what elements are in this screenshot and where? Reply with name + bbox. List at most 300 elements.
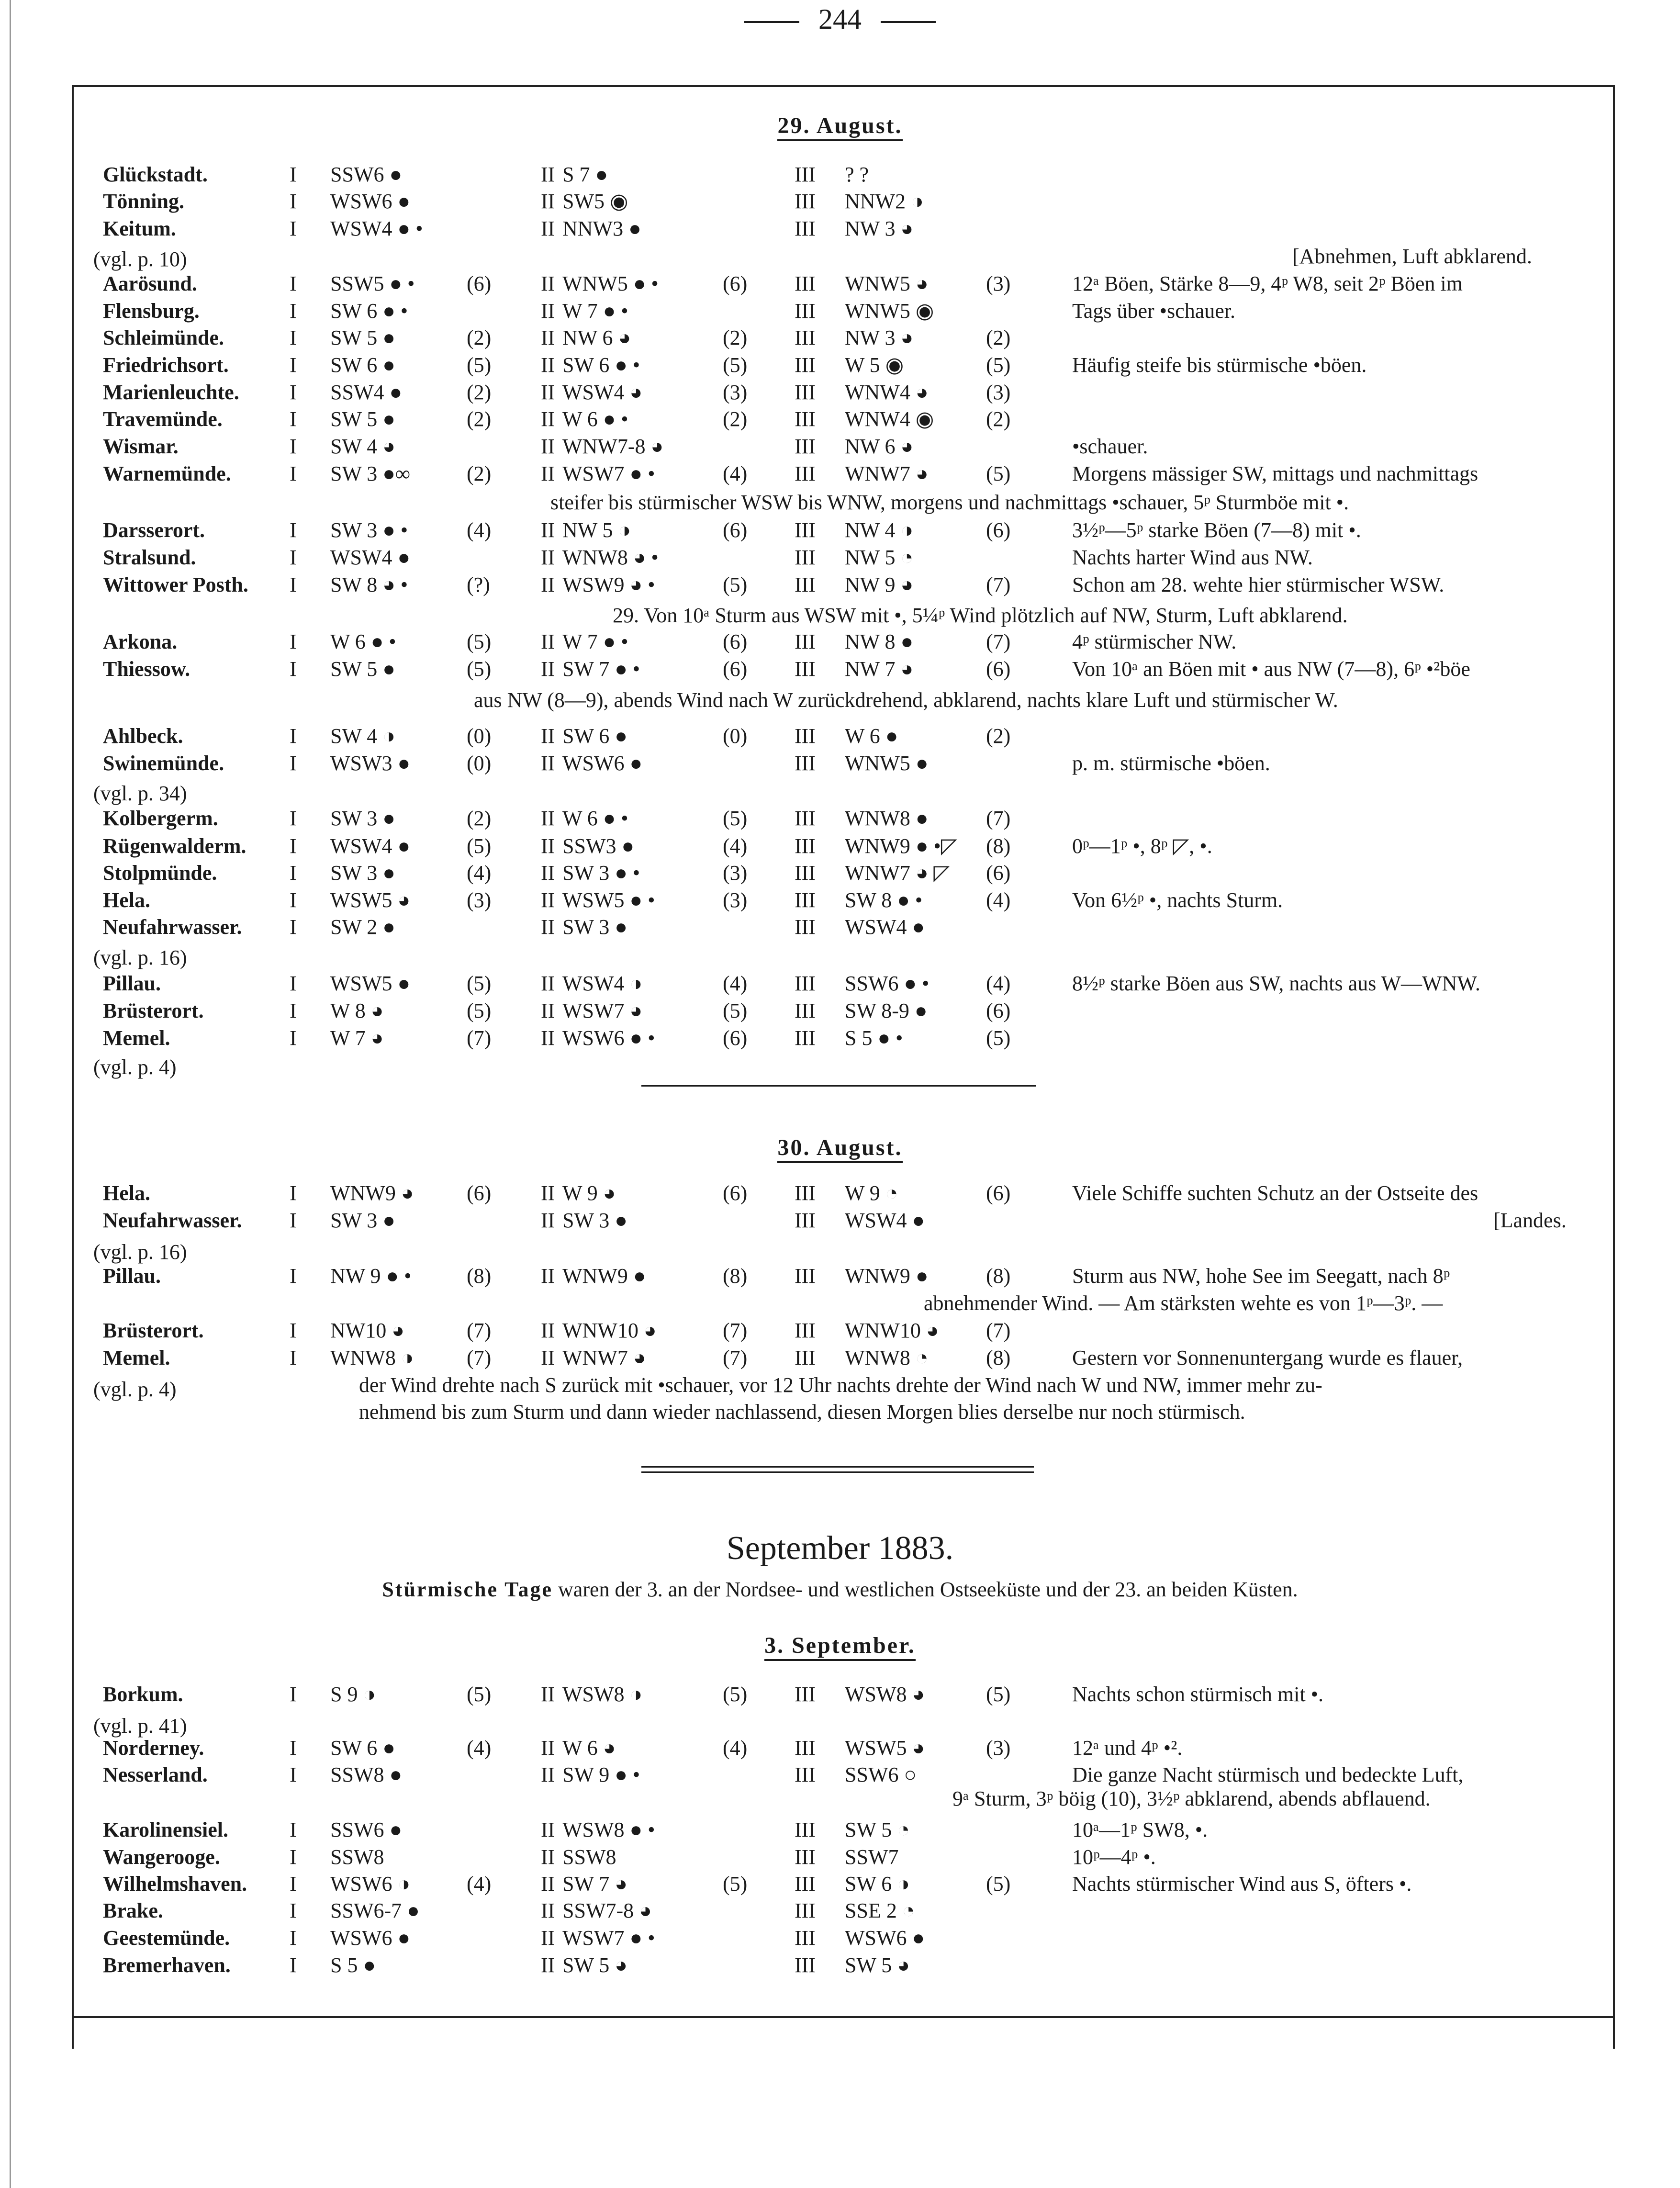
obs-i-value: WSW5 ◕ [330,888,411,912]
obs-i-sea: (8) [467,1264,492,1288]
obs-ii-label: II [541,1319,555,1342]
obs-iii-label: III [795,462,816,485]
obs-iii-label: III [795,1319,816,1342]
obs-iii-value: WNW9 ● [845,1264,929,1288]
frame-top-border [72,85,1615,87]
table-row [0,628,1627,655]
section-title-aug29: 29. August. [0,112,1680,139]
obs-i-label: I [290,630,297,653]
intro-label: Stürmische Tage [382,1578,553,1601]
obs-i-value: WSW6 ● [330,1926,411,1950]
obs-iii-sea: (7) [986,807,1011,830]
obs-ii-label: II [541,518,555,542]
obs-ii-value: WSW6 ● • [562,1026,655,1050]
obs-iii-value: WNW5 ● [845,752,929,775]
obs-ii-sea: (6) [723,518,748,542]
table-row [0,887,1627,914]
obs-i-label: I [290,1899,297,1922]
table-row [0,1180,1627,1207]
obs-ii-sea: (3) [723,888,748,912]
obs-iii-value: WNW4 ◕ [845,381,929,404]
obs-i-sea: (6) [467,272,492,295]
table-row [0,1871,1627,1897]
section-title-aug30: 30. August. [0,1134,1680,1161]
obs-iii-value: WNW8 ● [845,807,929,830]
obs-i-label: I [290,217,297,240]
remark: 10ᵖ—4ᵖ •. [1072,1845,1156,1869]
obs-iii-value: WSW4 ● [845,915,925,939]
obs-i-sea: (7) [467,1319,492,1342]
obs-i-label: I [290,752,297,775]
table-row [0,1897,1627,1924]
obs-iii-sea: (6) [986,999,1011,1022]
remark: •schauer. [1072,435,1148,458]
obs-ii-sea: (2) [723,326,748,349]
obs-i-label: I [290,1346,297,1369]
intro-text: waren der 3. an der Nordsee- und westlichen Ostseeküste und der 23. an beiden Küsten. [558,1578,1298,1601]
obs-iii-sea: (6) [986,1181,1011,1205]
obs-ii-value: W 6 ● • [562,407,628,431]
obs-ii-label: II [541,573,555,596]
obs-ii-value: SW 5 ◕ [562,1953,627,1977]
obs-i-value: SW 5 ● [330,326,395,349]
obs-ii-label: II [541,163,555,186]
obs-ii-value: WSW7 ● • [562,462,655,485]
obs-iii-label: III [795,163,816,186]
remark-pillau-cont: abnehmender Wind. — Am stärksten wehte es von 1ᵖ—3ᵖ. — [924,1291,1443,1315]
obs-iii-label: III [795,1209,816,1232]
obs-i-label: I [290,999,297,1022]
station-name: Wangerooge. [103,1845,220,1869]
september-intro [0,1576,1680,1603]
obs-ii-sea: (5) [723,999,748,1022]
obs-iii-value: W 5 ◉ [845,353,904,377]
station-name: Thiessow. [103,657,190,681]
obs-ii-value: WNW5 ● • [562,272,659,295]
obs-ii-label: II [541,1845,555,1869]
obs-ii-value: WSW7 ● • [562,1926,655,1950]
obs-ii-sea: (8) [723,1264,748,1288]
obs-iii-sea: (8) [986,834,1011,858]
obs-i-sea: (2) [467,326,492,349]
obs-i-value: SW 6 ● [330,353,395,377]
obs-ii-label: II [541,1026,555,1050]
obs-iii-label: III [795,1683,816,1706]
obs-i-label: I [290,518,297,542]
obs-i-sea: (4) [467,1872,492,1896]
obs-i-value: SW 3 ● [330,861,395,885]
station-name: Rügenwalderm. [103,834,246,858]
page-number: 244 [713,6,967,33]
obs-iii-sea: (5) [986,353,1011,377]
obs-i-sea: (5) [467,972,492,995]
obs-ii-sea: (5) [723,1683,748,1706]
obs-iii-sea: (6) [986,657,1011,681]
obs-iii-label: III [795,888,816,912]
obs-i-label: I [290,163,297,186]
obs-i-label: I [290,190,297,213]
station-name: Tönning. [103,190,184,213]
obs-i-label: I [290,807,297,830]
note-neufahrwasser: (vgl. p. 16) [93,946,187,969]
obs-i-value: SW 4 ◑ [330,724,395,748]
obs-ii-value: WNW9 ● [562,1264,646,1288]
obs-ii-label: II [541,272,555,295]
obs-iii-value: NW 4 ◑ [845,518,914,542]
obs-iii-value: WNW5 ◉ [845,299,934,323]
obs-ii-label: II [541,1346,555,1369]
table-row [0,188,1627,215]
remark: 12ᵃ Böen, Stärke 8—9, 4ᵖ W8, seit 2ᵖ Böen im [1072,272,1463,295]
obs-ii-label: II [541,915,555,939]
obs-ii-label: II [541,1953,555,1977]
table-row [0,1762,1627,1788]
obs-i-label: I [290,435,297,458]
obs-ii-sea: (5) [723,573,748,596]
obs-ii-value: SW 7 ◕ [562,1872,627,1896]
obs-iii-value: NW 7 ◕ [845,657,914,681]
obs-ii-label: II [541,1763,555,1786]
obs-iii-sea: (8) [986,1346,1011,1369]
station-name: Arkona. [103,630,178,653]
obs-ii-sea: (5) [723,1872,748,1896]
obs-i-sea: (0) [467,752,492,775]
obs-iii-value: S 5 ● • [845,1026,903,1050]
obs-ii-value: WSW8 ◑ [562,1683,643,1706]
note-aug30-memel: (vgl. p. 4) [93,1378,177,1401]
obs-iii-value: WSW6 ● [845,1926,925,1950]
obs-iii-value: NW 9 ◕ [845,573,914,596]
obs-i-label: I [290,1319,297,1342]
obs-i-label: I [290,1763,297,1786]
station-name: Pillau. [103,1264,161,1288]
obs-i-label: I [290,407,297,431]
remark: Tags über •schauer. [1072,299,1235,323]
table-row [0,805,1627,832]
obs-ii-value: WNW8 ◕ • [562,546,659,569]
table-row [0,1844,1627,1871]
table-row [0,1952,1627,1979]
obs-ii-label: II [541,190,555,213]
table-row [0,833,1627,860]
obs-iii-sea: (3) [986,381,1011,404]
obs-ii-label: II [541,299,555,323]
station-name: Brüsterort. [103,999,204,1022]
obs-ii-value: NNW3 ● [562,217,641,240]
obs-i-value: SSW8 [330,1845,384,1869]
obs-iii-label: III [795,861,816,885]
table-row [0,379,1627,406]
obs-i-label: I [290,972,297,995]
obs-ii-value: WSW5 ● • [562,888,655,912]
obs-iii-value: SW 6 ◑ [845,1872,910,1896]
obs-i-sea: (2) [467,462,492,485]
obs-i-label: I [290,1181,297,1205]
remark-thiessow-cont: aus NW (8—9), abends Wind nach W zurückdrehend, abklarend, nachts klare Luft und stürmischer W. [474,688,1338,712]
obs-ii-value: W 7 ● • [562,630,628,653]
obs-iii-label: III [795,1763,816,1786]
obs-i-value: WSW6 ● [330,190,411,213]
obs-i-value: S 5 ● [330,1953,376,1977]
table-row [0,1681,1627,1708]
obs-ii-label: II [541,657,555,681]
obs-i-label: I [290,546,297,569]
obs-ii-value: SW 7 ● • [562,657,640,681]
obs-i-label: I [290,1818,297,1841]
obs-i-sea: (4) [467,861,492,885]
obs-iii-label: III [795,630,816,653]
obs-ii-label: II [541,217,555,240]
table-row [0,656,1627,683]
obs-iii-value: SW 5 ◕ [845,1953,910,1977]
obs-ii-label: II [541,326,555,349]
obs-iii-value: NW 8 ● [845,630,914,653]
station-name: Warnemünde. [103,462,231,485]
note-keitum: (vgl. p. 10) [93,247,187,271]
obs-i-sea: (?) [467,573,490,596]
obs-i-value: WSW4 ● • [330,217,423,240]
obs-iii-label: III [795,217,816,240]
obs-iii-value: NNW2 ◑ [845,190,924,213]
obs-i-value: WSW6 ◑ [330,1872,411,1896]
obs-iii-sea: (6) [986,518,1011,542]
remark: 12ᵃ und 4ᵖ •². [1072,1736,1183,1760]
obs-ii-sea: (3) [723,381,748,404]
obs-ii-sea: (6) [723,630,748,653]
obs-i-label: I [290,657,297,681]
table-row [0,1925,1627,1952]
obs-ii-value: SW 3 ● [562,1209,627,1232]
obs-iii-label: III [795,1926,816,1950]
obs-iii-sea: (4) [986,888,1011,912]
table-row [0,406,1627,433]
obs-iii-value: NW 3 ◕ [845,326,914,349]
obs-iii-label: III [795,435,816,458]
table-row [0,1735,1627,1762]
table-row [0,270,1627,297]
table-row [0,1263,1627,1290]
obs-iii-sea: (5) [986,1026,1011,1050]
obs-i-label: I [290,381,297,404]
obs-ii-sea: (7) [723,1319,748,1342]
remark: Sturm aus NW, hohe See im Seegatt, nach 8ᵖ [1072,1264,1450,1288]
obs-i-label: I [290,299,297,323]
remark: 0ᵖ—1ᵖ •, 8ᵖ ◸, •. [1072,834,1212,858]
obs-iii-value: WNW4 ◉ [845,407,934,431]
obs-i-value: SW 6 ● • [330,299,408,323]
obs-iii-label: III [795,657,816,681]
obs-ii-sea: (4) [723,834,748,858]
obs-iii-sea: (8) [986,1264,1011,1288]
table-row [0,544,1627,571]
station-name: Stralsund. [103,546,196,569]
obs-i-label: I [290,834,297,858]
obs-i-sea: (5) [467,353,492,377]
table-row [0,325,1627,351]
table-row [0,460,1627,487]
obs-i-sea: (5) [467,999,492,1022]
obs-ii-sea: (6) [723,272,748,295]
obs-ii-sea: (5) [723,353,748,377]
obs-iii-value: WNW8 ◔ [845,1346,929,1369]
table-row [0,723,1627,750]
obs-iii-value: W 9 ◔ [845,1181,898,1205]
obs-iii-value: ? ? [845,163,869,186]
divider-aug29 [641,1085,1036,1087]
obs-i-label: I [290,888,297,912]
obs-iii-label: III [795,999,816,1022]
station-name: Wittower Posth. [103,573,248,596]
obs-iii-label: III [795,1818,816,1841]
obs-iii-label: III [795,1899,816,1922]
station-name: Brake. [103,1899,163,1922]
obs-i-label: I [290,1683,297,1706]
obs-iii-value: SSW6 ● • [845,972,930,995]
obs-iii-value: NW 5 ◔ [845,546,914,569]
obs-iii-label: III [795,353,816,377]
table-row [0,914,1627,941]
obs-i-value: WNW9 ◕ [330,1181,414,1205]
obs-ii-label: II [541,435,555,458]
obs-i-value: SSW4 ● [330,381,403,404]
obs-i-value: SW 2 ● [330,915,395,939]
obs-ii-sea: (4) [723,972,748,995]
obs-ii-label: II [541,752,555,775]
obs-ii-value: SW 9 ● • [562,1763,640,1786]
obs-iii-sea: (3) [986,272,1011,295]
obs-i-sea: (5) [467,630,492,653]
obs-i-label: I [290,1926,297,1950]
obs-i-value: SSW5 ● • [330,272,415,295]
station-name: Memel. [103,1026,170,1050]
obs-i-sea: (5) [467,1683,492,1706]
obs-iii-label: III [795,807,816,830]
obs-ii-label: II [541,353,555,377]
station-name: Flensburg. [103,299,200,323]
remark-memel-cont1: der Wind drehte nach S zurück mit •schauer, vor 12 Uhr nachts drehte der Wind nach W und NW, immer mehr zu- [359,1373,1322,1397]
remark-warnemuende-cont: steifer bis stürmischer WSW bis WNW, morgens und nachmittags •schauer, 5ᵖ Sturmböe mit •. [550,491,1349,514]
obs-ii-sea: (3) [723,861,748,885]
obs-iii-sea: (6) [986,861,1011,885]
obs-ii-value: WSW9 ◕ • [562,573,655,596]
remark: Gestern vor Sonnenuntergang wurde es flauer, [1072,1346,1463,1369]
remark-wittower-cont: 29. Von 10ᵃ Sturm aus WSW mit •, 5¼ᵖ Wind plötzlich auf NW, Sturm, Luft abklarend. [613,604,1348,627]
obs-i-label: I [290,1872,297,1896]
obs-iii-value: SW 8 ● • [845,888,923,912]
month-heading: September 1883. [726,1530,954,1567]
obs-iii-label: III [795,1181,816,1205]
obs-i-value: NW10 ◕ [330,1319,404,1342]
obs-ii-value: SW 3 ● • [562,861,640,885]
obs-i-value: WSW4 ● [330,546,411,569]
table-row [0,572,1627,598]
obs-iii-label: III [795,1845,816,1869]
table-row [0,1817,1627,1843]
table-row [0,860,1627,886]
table-row [0,1345,1627,1371]
obs-ii-label: II [541,462,555,485]
obs-i-value: SW 3 ●∞ [330,462,411,485]
obs-i-sea: (7) [467,1346,492,1369]
station-name: Pillau. [103,972,161,995]
obs-i-label: I [290,1845,297,1869]
obs-i-sea: (4) [467,518,492,542]
obs-iii-sea: (7) [986,1319,1011,1342]
obs-ii-sea: (5) [723,807,748,830]
obs-i-sea: (3) [467,888,492,912]
remark: 8½ᵖ starke Böen aus SW, nachts aus W—WNW. [1072,972,1480,995]
obs-i-value: W 7 ◕ [330,1026,384,1050]
station-name: Memel. [103,1346,170,1369]
obs-ii-label: II [541,861,555,885]
obs-iii-value: SSW7 [845,1845,899,1869]
obs-i-value: SW 6 ● [330,1736,395,1760]
obs-i-value: SW 8 ◕ • [330,573,408,596]
section-title-sep3: 3. September. [0,1632,1680,1659]
obs-ii-label: II [541,1899,555,1922]
obs-iii-sea: (7) [986,630,1011,653]
remark: Nachts schon stürmisch mit •. [1072,1683,1324,1706]
obs-ii-sea: (6) [723,1026,748,1050]
station-name: Keitum. [103,217,176,240]
note-swinemuende: (vgl. p. 34) [93,782,187,805]
obs-i-sea: (6) [467,1181,492,1205]
obs-i-value: SW 5 ● [330,407,395,431]
obs-i-label: I [290,1264,297,1288]
station-name: Karolinensiel. [103,1818,228,1841]
obs-i-sea: (2) [467,807,492,830]
obs-i-sea: (5) [467,657,492,681]
obs-i-value: NW 9 ● • [330,1264,412,1288]
obs-ii-label: II [541,1264,555,1288]
station-name: Wilhelmshaven. [103,1872,247,1896]
remark: Viele Schiffe suchten Schutz an der Ostseite des [1072,1181,1478,1205]
obs-iii-value: WSW8 ◕ [845,1683,925,1706]
obs-ii-value: WNW7-8 ◕ [562,435,664,458]
station-name: Bremerhaven. [103,1953,231,1977]
obs-ii-sea: (6) [723,657,748,681]
obs-i-label: I [290,1026,297,1050]
obs-ii-value: SW 6 ● [562,724,627,748]
obs-i-value: SW 4 ◕ [330,435,395,458]
table-row [0,998,1627,1024]
remark: Von 6½ᵖ •, nachts Sturm. [1072,888,1283,912]
obs-i-value: WSW3 ● [330,752,411,775]
obs-iii-label: III [795,1346,816,1369]
obs-iii-value: W 6 ● [845,724,898,748]
station-name: Borkum. [103,1683,183,1706]
station-name: Ahlbeck. [103,724,183,748]
obs-ii-value: WNW7 ◕ [562,1346,646,1369]
divider-bottom-line [641,1471,1034,1473]
remark: Von 10ᵃ an Böen mit • aus NW (7—8), 6ᵖ •²böe [1072,657,1470,681]
obs-iii-label: III [795,272,816,295]
obs-ii-sea: (6) [723,1181,748,1205]
obs-iii-label: III [795,573,816,596]
obs-i-label: I [290,573,297,596]
station-name: Hela. [103,1181,150,1205]
obs-ii-value: W 6 ◕ [562,1736,616,1760]
table-row [0,215,1627,242]
obs-iii-sea: (3) [986,1736,1011,1760]
table-row [0,1025,1627,1052]
remark: p. m. stürmische •böen. [1072,752,1270,775]
obs-iii-label: III [795,1953,816,1977]
remark: Morgens mässiger SW, mittags und nachmittags [1072,462,1478,485]
obs-ii-label: II [541,630,555,653]
obs-ii-label: II [541,546,555,569]
station-name: Darsserort. [103,518,205,542]
